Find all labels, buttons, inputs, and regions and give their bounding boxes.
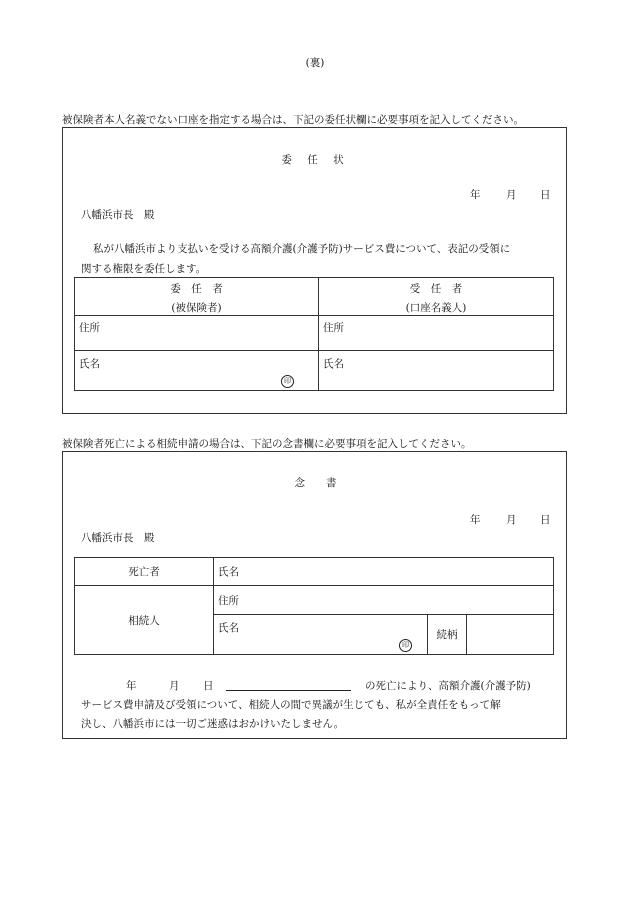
pledge-body-day: 日 <box>203 680 214 692</box>
proxy-addressee: 八幡浜市長 殿 <box>81 209 155 221</box>
proxy-date-month[interactable]: 月 <box>506 189 517 201</box>
relation-label: 続柄 <box>436 629 458 641</box>
deceased-name-field[interactable] <box>214 558 554 586</box>
principal-address-label: 住所 <box>79 322 100 334</box>
principal-header-cell <box>75 278 319 316</box>
proxy-instruction: 被保険者本人名義でない口座を指定する場合は、下記の委任状欄に必要事項を記入してください。 <box>62 114 524 126</box>
pledge-date-year[interactable]: 年 <box>470 514 481 526</box>
pledge-body-line1-tail: の死亡により、高額介護(介護予防) <box>365 680 531 692</box>
principal-name-label: 氏名 <box>79 358 100 370</box>
proxy-date-year[interactable]: 年 <box>470 189 481 201</box>
heir-address-label: 住所 <box>218 594 239 607</box>
deceased-label-cell <box>75 558 214 586</box>
deceased-label: 死亡者 <box>128 566 160 578</box>
heir-label-cell <box>75 586 214 655</box>
proxy-form <box>62 127 567 414</box>
agent-name-label: 氏名 <box>323 358 344 370</box>
pledge-body-month[interactable]: 月 <box>169 680 180 692</box>
heir-label: 相続人 <box>128 614 160 627</box>
principal-address-field[interactable] <box>75 316 319 351</box>
agent-name-field[interactable] <box>319 351 554 391</box>
pledge-date-day[interactable]: 日 <box>540 514 551 526</box>
heir-name-label: 氏名 <box>218 622 239 634</box>
proxy-body-line2: 関する権限を委任します。 <box>81 263 207 275</box>
agent-header-cell <box>319 278 554 316</box>
pledge-body-line2: サービス費申請及び受領について、相続人の間で異議が生じても、私が全責任をもって解 <box>81 699 501 711</box>
pledge-date-month[interactable]: 月 <box>506 514 517 526</box>
pledge-title: 念 書 <box>294 477 337 489</box>
pledge-addressee: 八幡浜市長 殿 <box>81 532 155 544</box>
principal-seal-icon: 印 <box>281 375 294 388</box>
agent-address-field[interactable] <box>319 316 554 351</box>
heir-name-field[interactable] <box>214 615 428 655</box>
proxy-date-day[interactable]: 日 <box>540 189 551 201</box>
agent-header: 受 任 者 <box>409 283 463 295</box>
proxy-title: 委 任 状 <box>281 154 350 166</box>
proxy-table <box>74 277 554 391</box>
heir-seal-icon: 印 <box>399 639 412 652</box>
proxy-body-line1: 私が八幡浜市より支払いを受ける高額介護(介護予防)サービス費について、表記の受領に <box>93 243 511 255</box>
principal-header: 委 任 者 <box>170 283 223 295</box>
heir-address-field[interactable] <box>214 586 554 615</box>
pledge-body-year[interactable]: 年 <box>126 680 137 692</box>
relation-field[interactable] <box>467 615 554 655</box>
pledge-table <box>74 557 554 655</box>
pledge-form <box>62 451 567 739</box>
relation-label-cell <box>428 615 467 655</box>
principal-sub: (被保険者) <box>171 302 222 314</box>
page-side-label: (裏) <box>305 57 325 69</box>
agent-sub: (口座名義人) <box>405 302 467 314</box>
deceased-name-label: 氏名 <box>218 566 239 578</box>
deceased-name-blank[interactable] <box>226 690 351 691</box>
principal-name-field[interactable] <box>75 351 319 391</box>
pledge-instruction: 被保険者死亡による相続申請の場合は、下記の念書欄に必要事項を記入してください。 <box>62 438 472 450</box>
agent-address-label: 住所 <box>323 322 344 334</box>
pledge-body-line3: 決し、八幡浜市には一切ご迷惑はおかけいたしません。 <box>81 718 345 730</box>
